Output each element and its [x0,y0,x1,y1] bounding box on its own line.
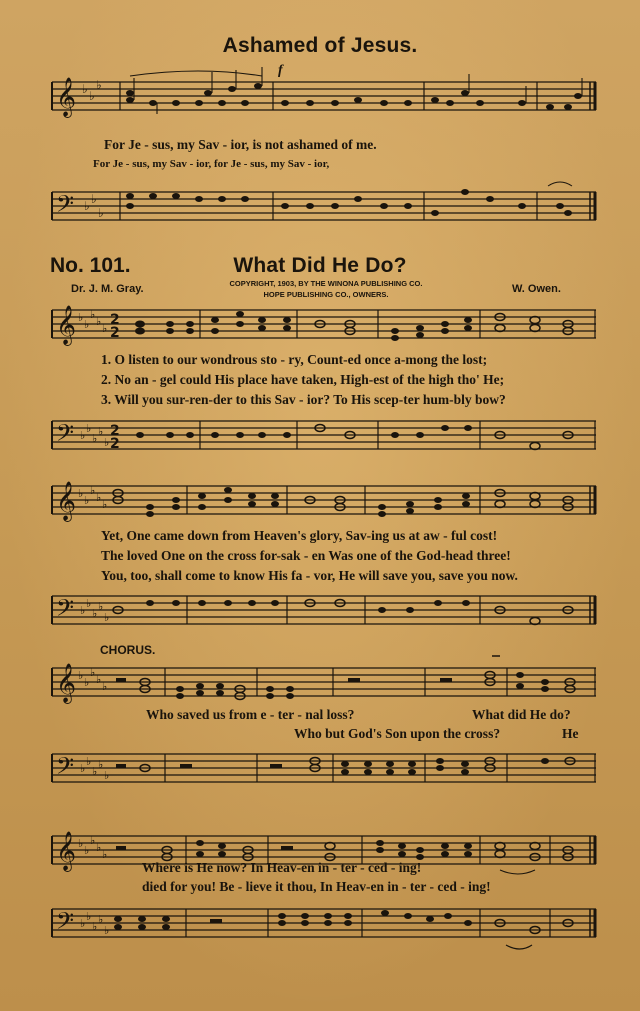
svg-text:♭: ♭ [90,308,96,321]
svg-text:♭: ♭ [80,917,86,930]
svg-text:𝄢: 𝄢 [56,419,75,452]
chorus-line-3: Where is He now? In Heav-en in - ter - ced - ing! [142,860,422,875]
svg-text:♭: ♭ [96,315,102,328]
verse1-line-a: 1. O listen to our wondrous sto - ry, Count-ed once a-mong the lost; [101,352,488,367]
verse3-line-a: 3. Will you sur-ren-der to this Sav - ior? To His scep-ter hum-bly bow? [101,392,506,407]
hymn1-lyric-bass: For Je - sus, my Sav - ior, for Je - sus, my Sav - ior, [93,158,330,170]
chorus-line-1b: What did He do? [472,707,571,722]
copyright-line-2: HOPE PUBLISHING CO., OWNERS. [263,290,389,299]
svg-text:♭: ♭ [92,920,98,933]
svg-text:♭: ♭ [84,199,90,213]
hymn-number: No. 101. [50,254,131,277]
svg-text:𝄞: 𝄞 [56,481,77,521]
svg-text:♭: ♭ [102,498,108,511]
staff-hymn1-treble [0,62,640,142]
staff-system2-bass [0,580,640,640]
svg-text:2: 2 [110,423,120,439]
svg-text:♭: ♭ [98,206,104,220]
svg-text:♭: ♭ [89,89,95,103]
svg-text:♭: ♭ [84,676,90,689]
svg-text:♭: ♭ [90,484,96,497]
svg-text:♭: ♭ [104,611,110,624]
staff-chorus2-bass [0,893,640,963]
chorus-line-2: Who but God's Son upon the cross? [294,726,501,741]
svg-text:♭: ♭ [98,600,104,613]
svg-text:♭: ♭ [92,765,98,778]
svg-text:♭: ♭ [80,604,86,617]
staff-chorus1-treble [0,652,640,712]
svg-text:♭: ♭ [80,429,86,442]
svg-text:2: 2 [110,312,120,328]
svg-text:♭: ♭ [86,597,92,610]
svg-text:♭: ♭ [102,322,108,335]
chorus-label: CHORUS. [100,643,156,657]
svg-text:♭: ♭ [96,673,102,686]
staff-system2-treble [0,470,640,530]
svg-text:♭: ♭ [96,491,102,504]
svg-text:𝄢: 𝄢 [56,752,75,785]
staff-hymn1-bass [0,172,640,242]
svg-text:𝄢: 𝄢 [56,907,75,940]
verse2-line-a: 2. No an - gel could His place have taken, High-est of the high tho' He; [101,372,505,387]
copyright-line-1: COPYRIGHT, 1903, BY THE WINONA PUBLISHING CO. [229,279,423,288]
svg-text:2: 2 [110,325,120,341]
staff-chorus1-bass [0,738,640,798]
svg-text:♭: ♭ [86,755,92,768]
hymn1-lyric-soprano: For Je - sus, my Sav - ior, is not ashamed of me. [104,137,377,152]
svg-text:𝄞: 𝄞 [56,663,77,703]
hymn-title-ashamed-of-jesus: Ashamed of Jesus. [222,34,418,57]
svg-text:♭: ♭ [78,669,84,682]
svg-text:♭: ♭ [86,422,92,435]
svg-text:♭: ♭ [104,436,110,449]
hymn-title-what-did-he-do: What Did He Do? [233,254,407,277]
svg-text:♭: ♭ [92,607,98,620]
chorus-line-4: died for you! Be - lieve it thou, In Heav-en in - ter - ced - ing! [142,879,491,894]
svg-text:♭: ♭ [96,841,102,854]
svg-text:♭: ♭ [78,311,84,324]
svg-text:𝄢: 𝄢 [56,190,75,223]
chorus-line-2b: He [562,726,579,741]
svg-text:♭: ♭ [102,848,108,861]
svg-text:f: f [278,63,283,78]
svg-text:𝄞: 𝄞 [56,77,77,117]
svg-text:♭: ♭ [90,666,96,679]
svg-text:♭: ♭ [98,913,104,926]
svg-text:♭: ♭ [82,82,88,96]
verse1-line-b: Yet, One came down from Heaven's glory, Sav-ing us at aw - ful cost! [101,528,498,543]
verse3-line-b: You, too, shall come to know His fa - vor, He will save you, save you now. [101,568,518,583]
svg-text:𝄞: 𝄞 [56,305,77,345]
hymn-author: Dr. J. M. Gray. [71,283,144,295]
hymn-composer: W. Owen. [512,283,561,295]
svg-text:♭: ♭ [98,425,104,438]
svg-text:♭: ♭ [102,680,108,693]
svg-text:2: 2 [110,436,120,452]
verse2-line-b: The loved One on the cross for-sak - en Was one of the God-head three! [101,548,511,563]
svg-text:♭: ♭ [98,758,104,771]
svg-text:♭: ♭ [90,834,96,847]
svg-text:♭: ♭ [104,769,110,782]
svg-text:♭: ♭ [84,494,90,507]
chorus-line-1: Who saved us from e - ter - nal loss? [146,707,355,722]
staff-system1-bass [0,405,640,465]
svg-text:♭: ♭ [80,762,86,775]
svg-text:♭: ♭ [104,924,110,937]
svg-text:♭: ♭ [91,192,97,206]
svg-text:𝄞: 𝄞 [56,831,77,871]
svg-text:♭: ♭ [84,844,90,857]
svg-text:♭: ♭ [92,432,98,445]
svg-text:𝄢: 𝄢 [56,594,75,627]
svg-text:♭: ♭ [86,910,92,923]
staff-system1-treble [0,294,640,354]
svg-text:♭: ♭ [78,487,84,500]
svg-text:♭: ♭ [78,837,84,850]
svg-text:♭: ♭ [84,318,90,331]
svg-text:♭: ♭ [96,78,102,92]
